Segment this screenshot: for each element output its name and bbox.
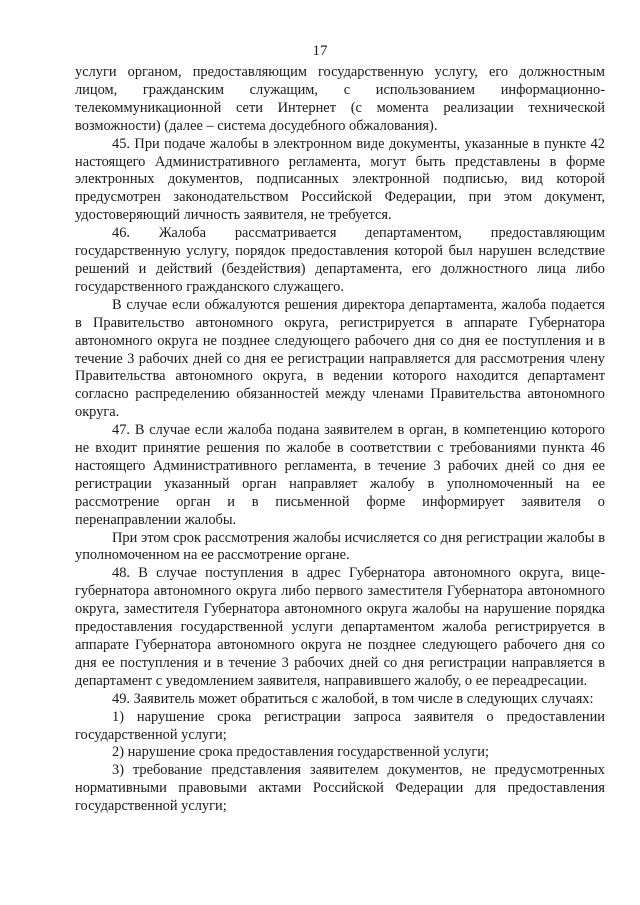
paragraph-46-continuation: В случае если обжалуются решения директора департамента, жалоба подается в Правительство автономного округа, регистрируется в аппарате Губернатора автономного округа не позднее следующего рабочего дня со дня ее поступления и в течение 3 рабочих дней со дня ее регистрации направляется для рассмотрения члену Правительства автономного округа, в ведении которого находится департамент согласно распределению обязанностей между членами Правительства автономного округа. bbox=[75, 296, 605, 421]
document-body bbox=[75, 64, 605, 816]
paragraph-continuation: услуги органом, предоставляющим государственную услугу, его должностным лицом, гражданским служащим, с использованием информационно-телекоммуникационной сети Интернет (с момента реализации технической возможности) (далее – система досудебного обжалования). bbox=[75, 64, 605, 134]
paragraph-47-continuation: При этом срок рассмотрения жалобы исчисляется со дня регистрации жалобы в уполномоченном на ее рассмотрение органе. bbox=[75, 529, 605, 564]
page-number: 17 bbox=[312, 43, 328, 59]
paragraph-item-49: 49. Заявитель может обратиться с жалобой, в том числе в следующих случаях: bbox=[112, 690, 594, 707]
paragraph-item-47: 47. В случае если жалоба подана заявителем в орган, в компетенцию которого не входит принятие решения по жалобе в соответствии с требованиями пункта 46 настоящего Административного регламента, в течение 3 рабочих дней со дня ее регистрации указанный орган направляет жалобу в уполномоченный на ее рассмотрение орган и в письменной форме информирует заявителя о перенаправлении жалобы. bbox=[75, 422, 605, 528]
list-item-3: 3) требование представления заявителем документов, не предусмотренных нормативными правовыми актами Российской Федерации для предоставления государственной услуги; bbox=[75, 762, 605, 815]
paragraph-item-48: 48. В случае поступления в адрес Губернатора автономного округа, вице-губернатора автономного округа либо первого заместителя Губернатора автономного округа, заместителя Губернатора автономного округа жалобы на нарушение порядка предоставления государственной услуги департаментом жалоба регистрируется в аппарате Губернатора автономного округа не позднее следующего рабочего дня со дня ее поступления и в течение 3 рабочих дней со дня регистрации направляется в департамент с уведомлением заявителя, направившего жалобу, о ее переадресации. bbox=[75, 565, 605, 689]
paragraph-item-45: 45. При подаче жалобы в электронном виде документы, указанные в пункте 42 настоящего Административного регламента, могут быть представлены в форме электронных документов, подписанных электронной подписью, вид которой предусмотрен законодательством Российской Федерации, при этом документ, удостоверяющий личность заявителя, не требуется. bbox=[75, 135, 605, 224]
list-item-2: 2) нарушение срока предоставления государственной услуги; bbox=[112, 744, 489, 761]
paragraph-item-46: 46. Жалоба рассматривается департаментом, предоставляющим государственную услугу, порядок предоставления которой был нарушен вследствие решений и действий (бездействия) департамента, его должностного лица либо государственного гражданского служащего. bbox=[75, 225, 605, 295]
list-item-1: 1) нарушение срока регистрации запроса заявителя о предоставлении государственной услуги; bbox=[75, 708, 605, 743]
